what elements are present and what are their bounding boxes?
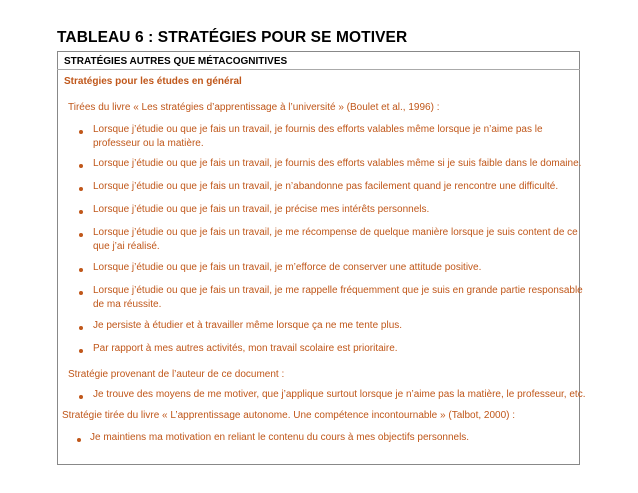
list-item-text: Lorsque j’étudie ou que je fais un travail, je m’efforce de conserver une attitude positive. [93, 262, 482, 273]
bullet-icon [79, 395, 83, 399]
list-item-text-cont: de ma réussite. [93, 299, 162, 310]
list-item-text: Lorsque j’étudie ou que je fais un travail, je précise mes intérêts personnels. [93, 204, 430, 215]
list-item-text: Lorsque j’étudie ou que je fais un travail, je me rappelle fréquemment que je suis en grande partie responsable [93, 285, 583, 296]
bullet-icon [79, 349, 83, 353]
table-header: STRATÉGIES AUTRES QUE MÉTACOGNITIVES [64, 56, 288, 67]
list-item-text: Lorsque j’étudie ou que je fais un travail, je fournis des efforts valables même lorsque je n’aime pas le [93, 124, 543, 135]
bullet-icon [79, 164, 83, 168]
bullet-icon [79, 233, 83, 237]
list-item-text: Je maintiens ma motivation en reliant le contenu du cours à mes objectifs personnels. [90, 432, 470, 443]
list-item-text-cont: professeur ou la matière. [93, 138, 204, 149]
source-line-talbot: Stratégie tirée du livre « L’apprentissage autonome. Une compétence incontournable » (Talbot, 2000) : [62, 410, 516, 421]
list-item-text: Par rapport à mes autres activités, mon travail scolaire est prioritaire. [93, 343, 398, 354]
list-item-text: Lorsque j’étudie ou que je fais un travail, je n’abandonne pas facilement quand je rencontre une difficulté. [93, 181, 559, 192]
page-title: TABLEAU 6 : STRATÉGIES POUR SE MOTIVER [57, 29, 408, 46]
bullet-icon [77, 438, 81, 442]
bullet-icon [79, 326, 83, 330]
list-item-text: Je persiste à étudier et à travailler même lorsque ça ne me tente plus. [93, 320, 403, 331]
section-subheader: Stratégies pour les études en général [64, 76, 242, 87]
source-line-boulet: Tirées du livre « Les stratégies d’apprentissage à l’université » (Boulet et al., 1996) : [68, 102, 440, 113]
source-line-author: Stratégie provenant de l’auteur de ce document : [68, 369, 285, 380]
bullet-icon [79, 291, 83, 295]
list-item-text: Lorsque j’étudie ou que je fais un travail, je fournis des efforts valables même si je suis faible dans le domaine. [93, 158, 582, 169]
list-item-text-cont: que j’ai réalisé. [93, 241, 160, 252]
list-item-text: Je trouve des moyens de me motiver, que j’applique surtout lorsque je n’aime pas la matière, le professeur, etc. [93, 389, 586, 400]
bullet-icon [79, 130, 83, 134]
bullet-icon [79, 187, 83, 191]
header-divider [57, 69, 580, 70]
bullet-icon [79, 268, 83, 272]
list-item-text: Lorsque j’étudie ou que je fais un travail, je me récompense de quelque manière lorsque je suis content de ce [93, 227, 578, 238]
bullet-icon [79, 210, 83, 214]
